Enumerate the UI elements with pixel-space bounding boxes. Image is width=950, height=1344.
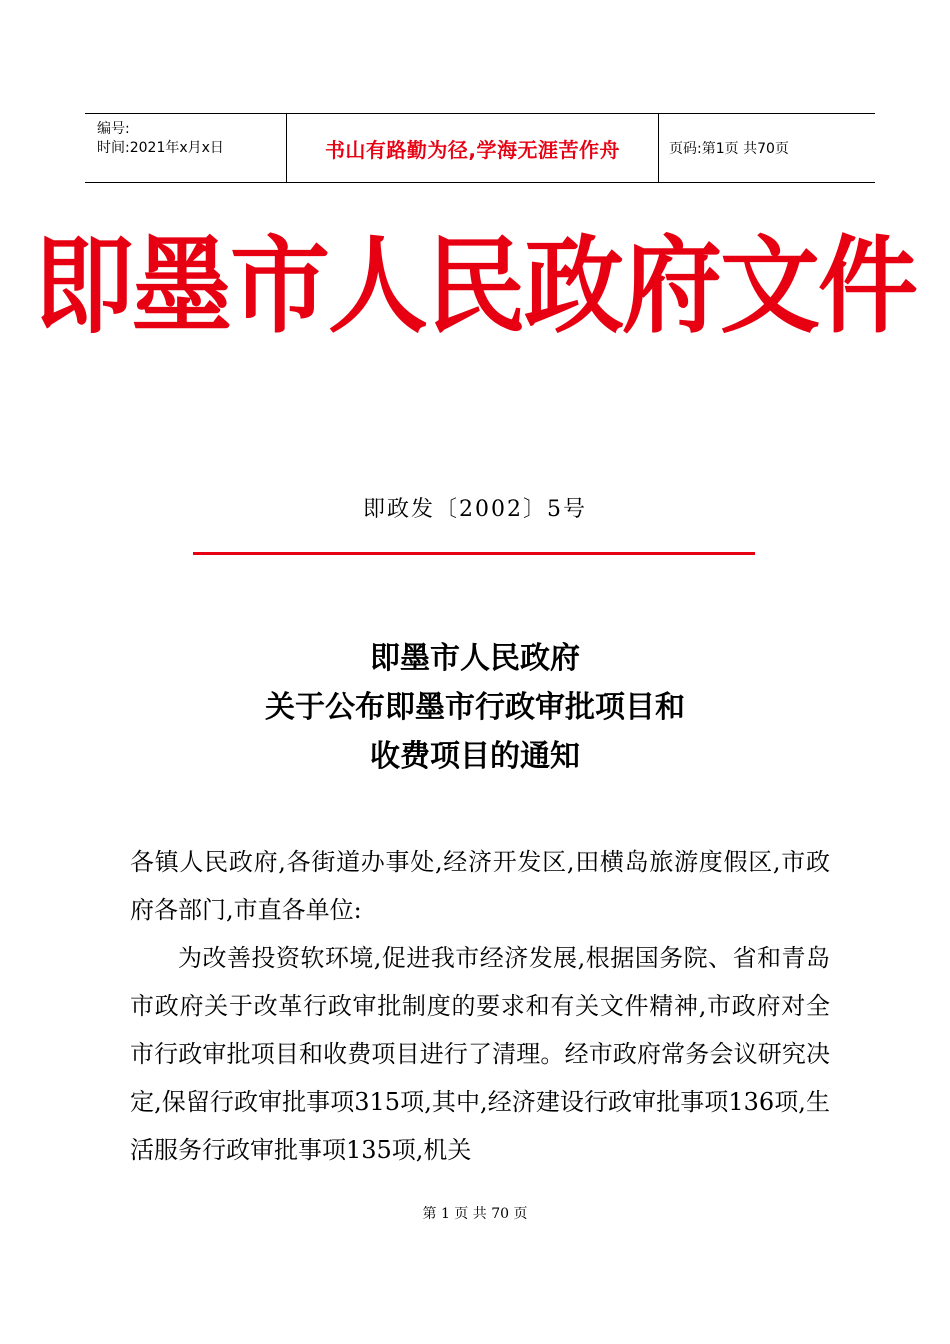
paragraph-1: 为改善投资软环境,促进我市经济发展,根据国务院、省和青岛市政府关于改革行政审批制度的要求和有关文件精神,市政府对全市行政审批项目和收费项目进行了清理。经市政府常务会议研究决定,保留行政审批事项315项,其中,经济建设行政审批事项136项,生活服务行政审批事项135项,机关: [130, 944, 830, 1164]
red-divider: [193, 552, 755, 555]
motto: 书山有路勤为径,学海无涯苦作舟: [324, 137, 621, 162]
title-line-2: 关于公布即墨市行政审批项目和: [265, 690, 685, 725]
page-footer: 第 1 页 共 70 页: [422, 1206, 528, 1222]
body-text: [130, 838, 830, 1174]
document-header: [85, 113, 875, 183]
page-info: 页码:第1页 共70页: [669, 141, 789, 157]
recipients: 各镇人民政府,各街道办事处,经济开发区,田横岛旅游度假区,市政府各部门,市直各单位:: [130, 848, 830, 924]
document-number: 即政发〔2002〕5号: [363, 497, 587, 522]
masthead-title: 即墨市人民政府文件: [34, 225, 916, 348]
header-motto-cell: [286, 114, 659, 182]
title-line-3: 收费项目的通知: [370, 739, 580, 774]
header-meta: [85, 114, 286, 182]
title-line-1: 即墨市人民政府: [370, 641, 580, 676]
time-label: 时间:2021年x月x日: [97, 140, 224, 156]
header-page-info: [659, 114, 875, 182]
number-label: 编号:: [97, 121, 130, 137]
notice-title: [0, 634, 950, 781]
